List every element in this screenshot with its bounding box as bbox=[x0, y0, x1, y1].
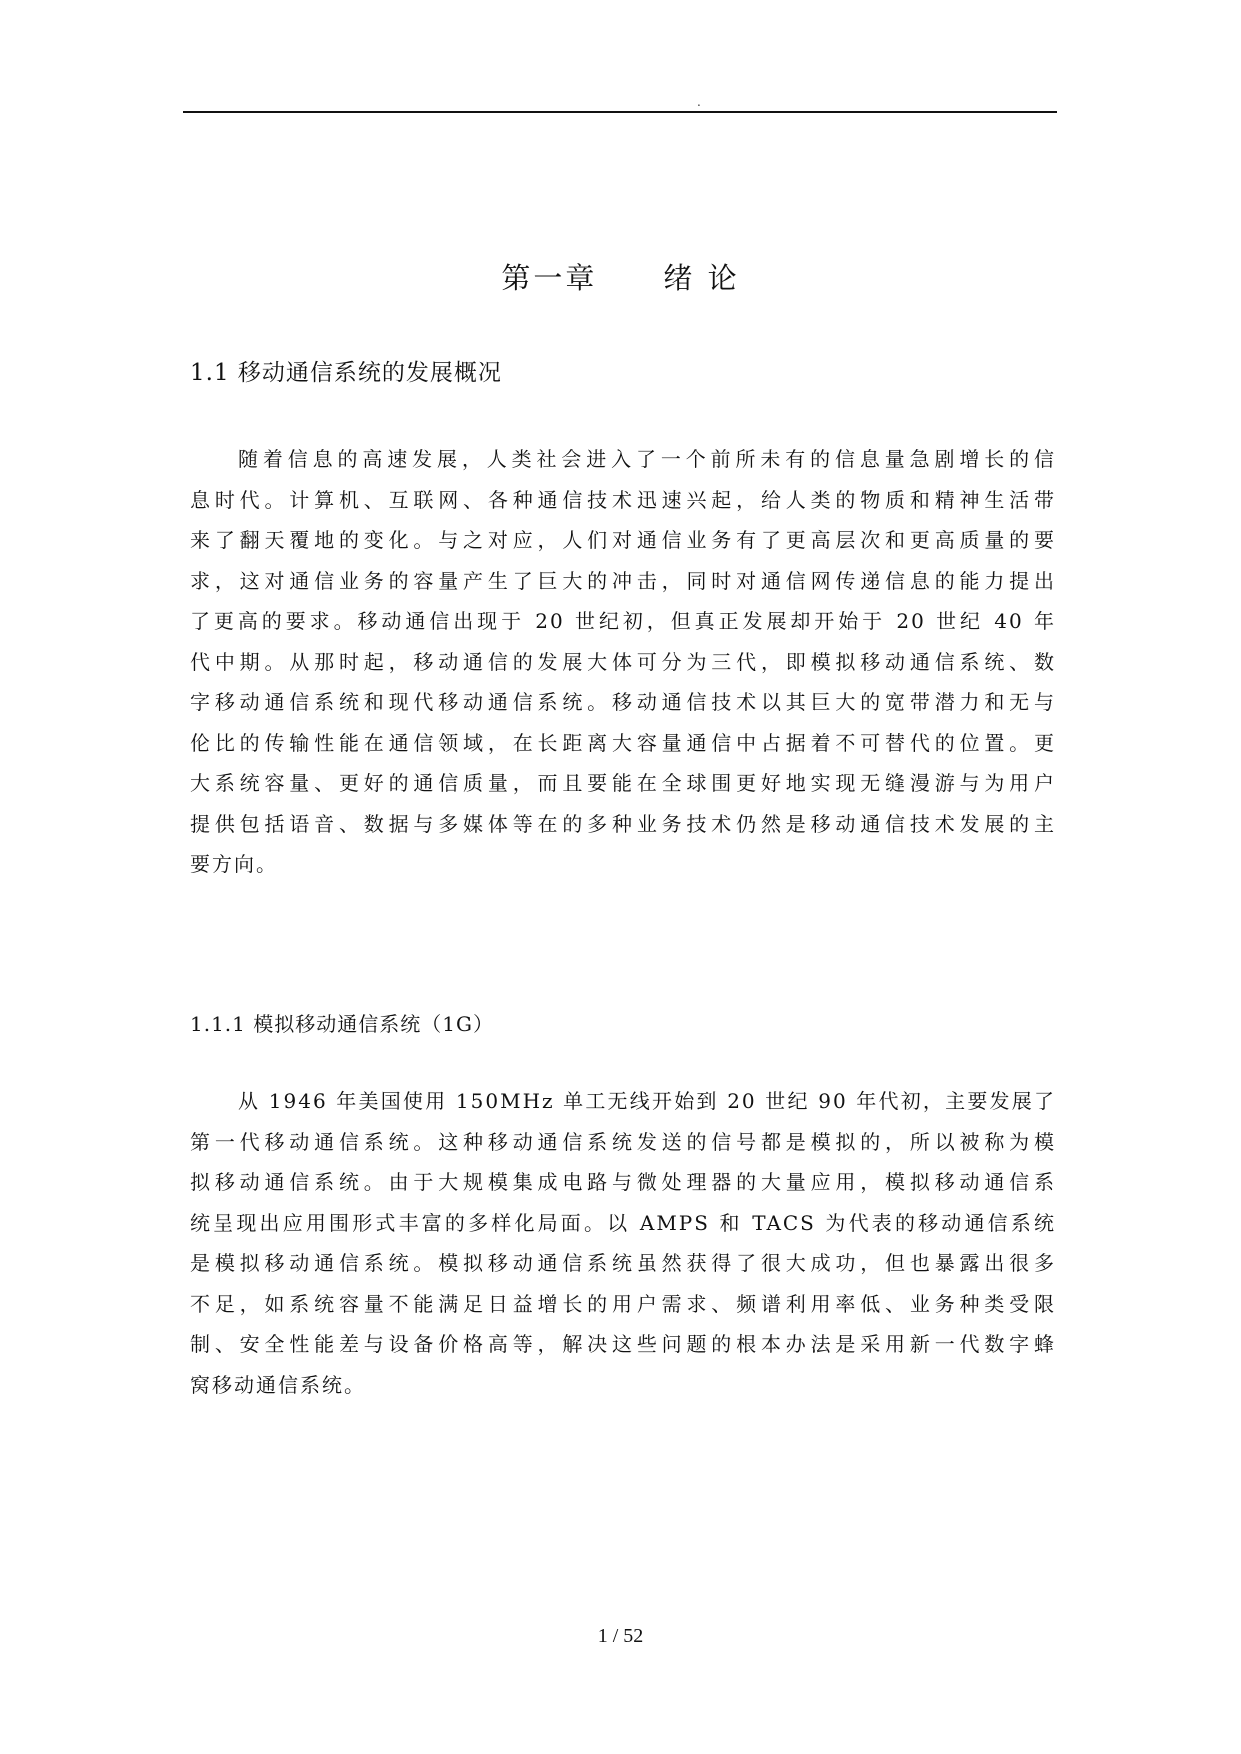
paragraph-line: 随着信息的高速发展，人类社会进入了一个前所未有的信息量急剧增长的信 bbox=[238, 447, 1056, 471]
chapter-title bbox=[0, 258, 1241, 298]
paragraph-line: 大系统容量、更好的通信质量，而且要能在全球围更好地实现无缝漫游与为用户 bbox=[190, 771, 1056, 795]
paragraph-line: 来了翻天覆地的变化。与之对应，人们对通信业务有了更高层次和更高质量的要 bbox=[190, 528, 1056, 552]
paragraph-line: 不足，如系统容量不能满足日益增长的用户需求、频谱利用率低、业务种类受限 bbox=[190, 1291, 1056, 1316]
chapter-number: 第一章 bbox=[501, 261, 598, 295]
paragraph-line: 窝移动通信系统。 bbox=[190, 1372, 366, 1397]
paragraph-line: 代中期。从那时起，移动通信的发展大体可分为三代，即模拟移动通信系统、数 bbox=[190, 649, 1056, 674]
chapter-name: 绪 论 bbox=[663, 261, 740, 295]
paragraph-line: 提供包括语音、数据与多媒体等在的多种业务技术仍然是移动通信技术发展的主 bbox=[190, 811, 1056, 836]
subsection-heading: 1.1.1 模拟移动通信系统（1G） bbox=[190, 1012, 494, 1036]
paragraph-line: 第一代移动通信系统。这种移动通信系统发送的信号都是模拟的，所以被称为模 bbox=[190, 1129, 1056, 1154]
paragraph-line: 拟移动通信系统。由于大规模集成电路与微处理器的大量应用，模拟移动通信系 bbox=[190, 1170, 1056, 1194]
paragraph-line: 从 1946 年美国使用 150MHz 单工无线开始到 20 世纪 90 年代初，主要发展了 bbox=[238, 1089, 1056, 1113]
paragraph-line: 要方向。 bbox=[190, 852, 278, 876]
paragraph-line: 伦比的传输性能在通信领域，在长距离大容量通信中占据着不可替代的位置。更 bbox=[190, 730, 1056, 755]
paragraph-line: 了更高的要求。移动通信出现于 20 世纪初，但真正发展却开始于 20 世纪 40 年 bbox=[190, 609, 1056, 633]
paragraph-line: 求，这对通信业务的容量产生了巨大的冲击，同时对通信网传递信息的能力提出 bbox=[190, 568, 1056, 593]
header-rule bbox=[183, 111, 1057, 113]
section-paragraph bbox=[190, 439, 1056, 885]
paragraph-line: 统呈现出应用围形式丰富的多样化局面。以 AMPS 和 TACS 为代表的移动通信系统 bbox=[190, 1210, 1056, 1235]
header-mark: . bbox=[697, 95, 701, 109]
paragraph-line: 制、安全性能差与设备价格高等，解决这些问题的根本办法是采用新一代数字蜂 bbox=[190, 1332, 1056, 1356]
section-heading: 1.1 移动通信系统的发展概况 bbox=[190, 360, 502, 386]
paragraph-line: 息时代。计算机、互联网、各种通信技术迅速兴起，给人类的物质和精神生活带 bbox=[190, 487, 1056, 512]
subsection-paragraph bbox=[190, 1081, 1056, 1405]
paragraph-line: 是模拟移动通信系统。模拟移动通信系统虽然获得了很大成功，但也暴露出很多 bbox=[190, 1251, 1056, 1275]
page-number: 1 / 52 bbox=[597, 1625, 644, 1647]
paragraph-line: 字移动通信系统和现代移动通信系统。移动通信技术以其巨大的宽带潜力和无与 bbox=[190, 690, 1056, 714]
